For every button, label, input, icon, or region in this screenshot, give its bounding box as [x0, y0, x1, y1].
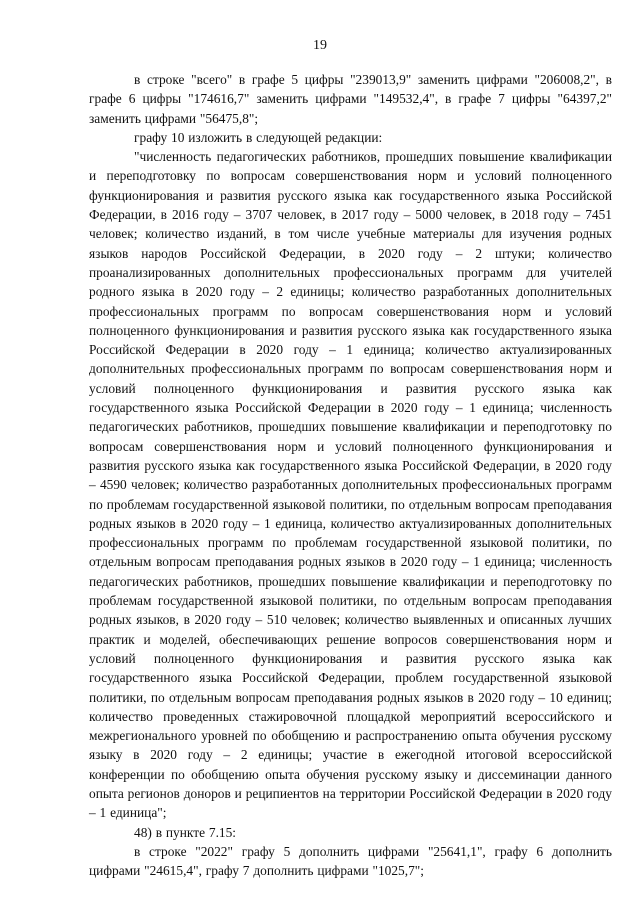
document-body	[89, 70, 612, 880]
page-number: 19	[313, 38, 327, 53]
paragraph-column-10-text: "численность педагогических работников, прошедших повышение квалификации и переподготовку по вопросам совершенствования норм и условий полноценного функционирования и развития русского языка как государственного языка Российской Федерации, в 2016 году – 3707 человек, в 2017 году – 5000 человек, в 2018 году – 7451 человек; количество изданий, в том числе учебные материалы для изучения родных языков народов Российской Федерации, в 2020 году – 2 штуки; количество проанализированных дополнительных профессиональных программ для учителей родного языка в 2020 году – 2 единицы; количество разработанных дополнительных профессиональных программ по вопросам совершенствования норм и условий полноценного функционирования и развития русского языка как государственного языка Российской Федерации в 2020 году – 1 единица; количество актуализированных дополнительных профессиональных программ по вопросам совершенствования норм и условий полноценного функционирования и развития русского языка как государственного языка Российской Федерации в 2020 году – 1 единица; численность педагогических работников, прошедших повышение квалификации и переподготовку по вопросам совершенствования норм и условий полноценного функционирования и развития русского языка как государственного языка Российской Федерации, в 2020 году – 4590 человек; количество разработанных дополнительных профессиональных программ по проблемам государственной языковой политики, по отдельным вопросам преподавания родных языков в 2020 году – 1 единица, количество актуализированных дополнительных профессиональных программ по проблемам государственной языковой политики, по отдельным вопросам преподавания родных языков в 2020 году – 1 единица; численность педагогических работников, прошедших повышение квалификации и переподготовку по проблемам государственной языковой политики, по отдельным вопросам преподавания родных языков, в 2020 году – 510 человек; количество выявленных и описанных лучших практик и моделей, обеспечивающих решение вопросов совершенствования норм и условий полноценного функционирования и развития русского языка как государственного языка Российской Федерации, проблем государственной языковой политики, по отдельным вопросам преподавания родных языков в 2020 году – 10 единиц; количество проведенных стажировочной площадкой мероприятий всероссийского и межрегионального уровней по обобщению и распространению опыта обучения русскому языку в 2020 году – 2 единицы; участие в ежегодной итоговой всероссийской конференции по обобщению опыта обучения русскому языку и диссеминации данного опыта регионов доноров и реципиентов на территории Российской Федерации в 2020 году – 1 единица";	[89, 149, 612, 821]
paragraph-row-2022: в строке "2022" графу 5 дополнить цифрами "25641,1", графу 6 дополнить цифрами "24615,4", графу 7 дополнить цифрами "1025,7";	[89, 843, 612, 879]
paragraph-column-10-intro: графу 10 изложить в следующей редакции:	[134, 129, 383, 145]
paragraph-row-totals: в строке "всего" в графе 5 цифры "239013,9" заменить цифрами "206008,2", в графе 6 цифры "174616,7" заменить цифрами "149532,4", в графе 7 цифры "64397,2" заменить цифрами "56475,8";	[89, 72, 612, 126]
paragraph-item-48: 48) в пункте 7.15:	[134, 824, 237, 840]
